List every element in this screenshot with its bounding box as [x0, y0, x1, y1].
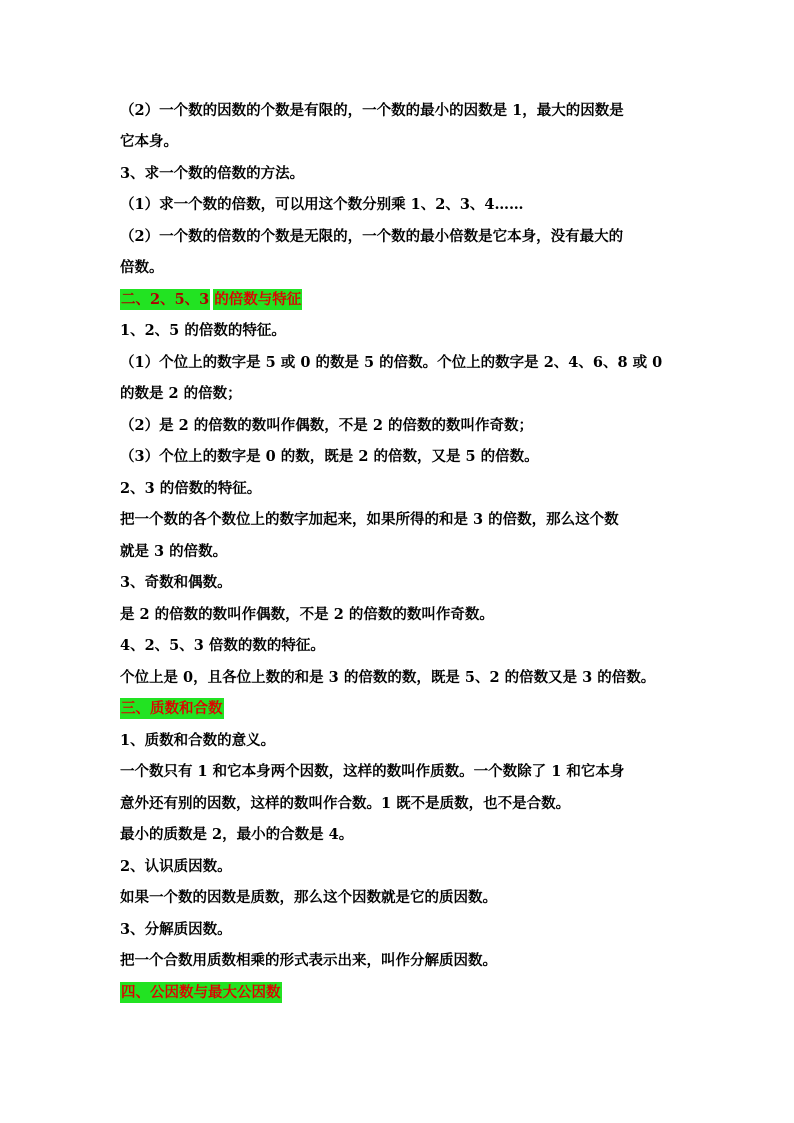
- text-line: （2）一个数的因数的个数是有限的，一个数的最小的因数是 1，最大的因数是: [120, 102, 624, 119]
- text-line: 就是 3 的倍数。: [120, 543, 228, 560]
- text-line: 把一个数的各个数位上的数字加起来，如果所得的和是 3 的倍数，那么这个数: [120, 511, 619, 528]
- text-line: 的数是 2 的倍数；: [120, 385, 242, 402]
- text-line: （2）是 2 的倍数的数叫作偶数，不是 2 的倍数的数叫作奇数；: [120, 417, 533, 434]
- text-line: 1、质数和合数的意义。: [120, 732, 276, 749]
- text-line: （1）求一个数的倍数，可以用这个数分别乘 1、2、3、4……: [120, 196, 524, 213]
- text-line: 2、认识质因数。: [120, 858, 232, 875]
- text-line: （1）个位上的数字是 5 或 0 的数是 5 的倍数。个位上的数字是 2、4、6、8 或 0: [120, 354, 663, 371]
- text-line: 如果一个数的因数是质数，那么这个因数就是它的质因数。: [120, 889, 497, 906]
- text-line: 是 2 的倍数的数叫作偶数，不是 2 的倍数的数叫作奇数。: [120, 606, 494, 623]
- heading-highlight: 的倍数与特征: [214, 291, 302, 308]
- text-line: 最小的质数是 2，最小的合数是 4。: [120, 826, 354, 843]
- heading-highlight: 四、公因数与最大公因数: [121, 984, 281, 1001]
- text-line: 倍数。: [120, 259, 164, 276]
- text-line: 个位上是 0，且各位上数的和是 3 的倍数的数，既是 5、2 的倍数又是 3 的倍数。: [120, 669, 656, 686]
- text-line: 它本身。: [120, 133, 178, 150]
- section-heading-2: [120, 290, 302, 310]
- text-line: （3）个位上的数字是 0 的数，既是 2 的倍数，又是 5 的倍数。: [120, 448, 539, 465]
- section-heading-3: [120, 699, 224, 719]
- text-line: 2、3 的倍数的特征。: [120, 480, 262, 497]
- text-line: 3、分解质因数。: [120, 921, 232, 938]
- heading-highlight: 三、质数和合数: [121, 700, 223, 717]
- text-line: 意外还有别的因数，这样的数叫作合数。1 既不是质数，也不是合数。: [120, 795, 571, 812]
- text-line: 把一个合数用质数相乘的形式表示出来，叫作分解质因数。: [120, 952, 497, 969]
- text-line: 3、求一个数的倍数的方法。: [120, 165, 305, 182]
- text-line: 1、2、5 的倍数的特征。: [120, 322, 286, 339]
- text-line: （2）一个数的倍数的个数是无限的，一个数的最小倍数是它本身，没有最大的: [120, 228, 624, 245]
- text-line: 4、2、5、3 倍数的数的特征。: [120, 637, 325, 654]
- section-heading-4: [120, 983, 282, 1003]
- text-line: 3、奇数和偶数。: [120, 574, 232, 591]
- heading-highlight: 二、2、5、3: [121, 291, 210, 308]
- text-line: 一个数只有 1 和它本身两个因数，这样的数叫作质数。一个数除了 1 和它本身: [120, 763, 625, 780]
